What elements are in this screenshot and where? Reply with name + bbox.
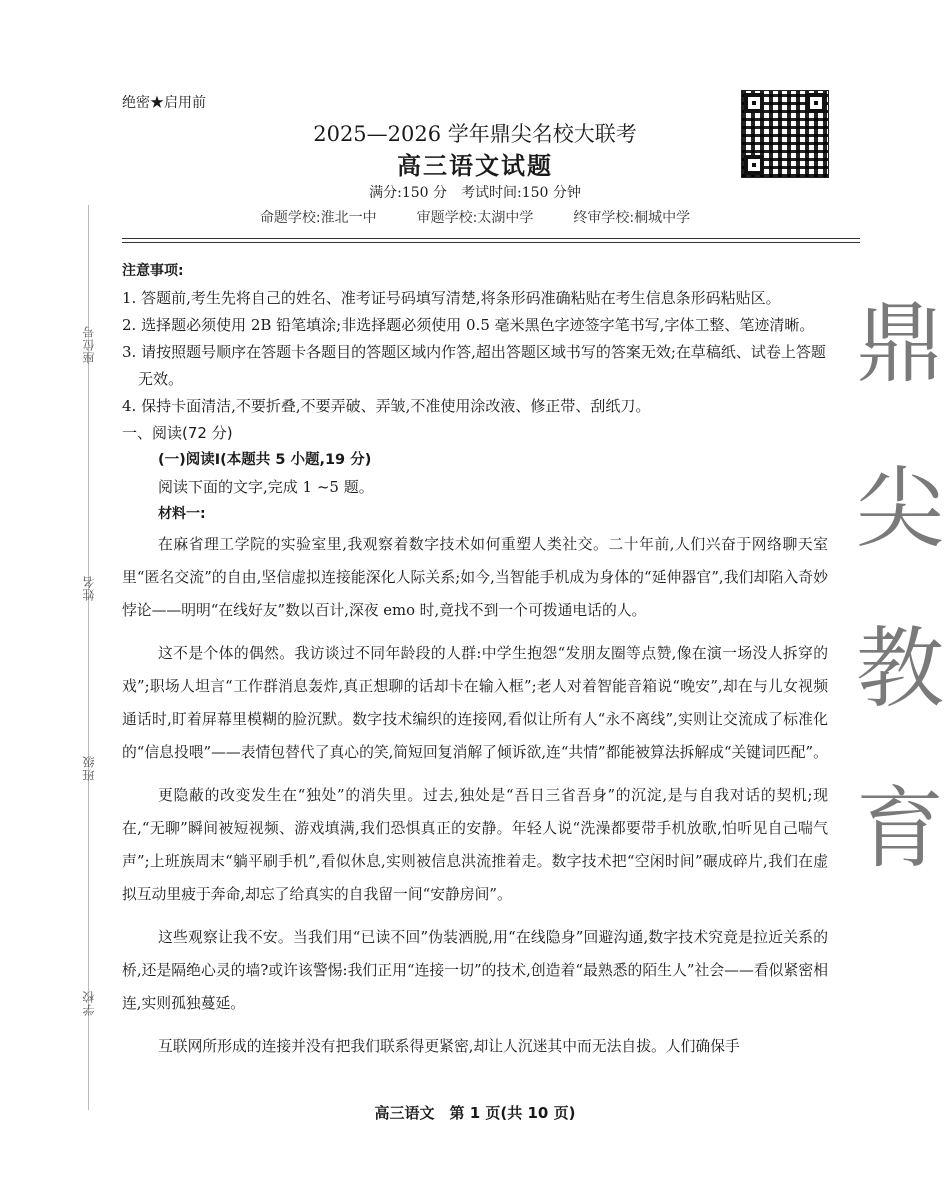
material-label: 材料一:: [158, 506, 206, 522]
passage-paragraph: 这不是个体的偶然。我访谈过不同年龄段的人群:中学生抱怨“发朋友圈等点赞,像在演一场没人拆穿的戏”;职场人坦言“工作群消息轰炸,真正想聊的话却卡在输入框”;老人对着智能音箱说“晚安”,却在与儿女视频通话时,盯着屏幕里模糊的脸沉默。数字技术编织的连接网,看似让所有人“永不离线”,实则让交流成了标准化的“信息投喂”——表情包替代了真心的笑,简短回复消解了倾诉欲,连“共情”都能被算法拆解成“关键词匹配”。: [122, 645, 828, 761]
score-and-time: 满分:150 分 考试时间:150 分钟: [369, 185, 581, 201]
notice-item: 3. 请按照题号顺序在答题卡各题目的答题区域内作答,超出答题区域书写的答案无效;在草稿纸、试卷上答题无效。: [122, 343, 826, 388]
seat-number-label: 座位号: [82, 325, 96, 364]
header-rule: [122, 242, 860, 243]
final-review-school: 终审学校:桐城中学: [573, 210, 691, 226]
notice-item: 1. 答题前,考生先将自己的姓名、准考证号码填写清楚,将条形码准确粘贴在考生信息条形码粘贴区。: [122, 289, 781, 307]
section-title: 一、阅读(72 分): [122, 424, 233, 442]
passage-paragraph: 在麻省理工学院的实验室里,我观察着数字技术如何重塑人类社交。二十年前,人们兴奋于网络聊天室里“匿名交流”的自由,坚信虚拟连接能深化人际关系;如今,当智能手机成为身体的“延伸器官”,我们却陷入奇妙悖论——明明“在线好友”数以百计,深夜 emo 时,竟找不到一个可拨通电话的人。: [122, 536, 828, 619]
notice-item: 4. 保持卡面清洁,不要折叠,不要弄破、弄皱,不准使用涂改液、修正带、刮纸刀。: [122, 397, 651, 415]
reading-instruction: 阅读下面的文字,完成 1 ~5 题。: [158, 478, 374, 496]
header-rule: [122, 238, 860, 239]
notice-title: 注意事项:: [122, 263, 184, 279]
paper-title: 高三语文试题: [397, 151, 553, 180]
name-label: 姓名: [82, 575, 96, 601]
passage-paragraph: 这些观察让我不安。当我们用“已读不回”伪装洒脱,用“在线隐身”回避沟通,数字技术究竟是拉近关系的桥,还是隔绝心灵的墙?或许该警惕:我们正用“连接一切”的技术,创造着“最熟悉的陌生人”社会——看似紧密相连,实则孤独蔓延。: [122, 929, 828, 1012]
subsection-title: (一)阅读Ⅰ(本题共 5 小题,19 分): [158, 452, 372, 468]
confidential-mark: 绝密★启用前: [122, 95, 206, 111]
watermark-char: 教: [855, 617, 944, 720]
watermark-char: 鼎: [855, 292, 944, 395]
notice-item: 2. 选择题必须使用 2B 铅笔填涂;非选择题必须使用 0.5 毫米黑色字迹签字笔书写,字体工整、笔迹清晰。: [122, 316, 815, 334]
reviewing-school: 审题学校:太湖中学: [416, 210, 534, 226]
page-footer: 高三语文 第 1 页(共 10 页): [374, 1104, 576, 1122]
watermark-char: 尖: [855, 457, 944, 560]
watermark-char: 育: [855, 777, 944, 880]
exam-body: [122, 258, 828, 1073]
school-label: 学校: [82, 990, 96, 1016]
passage-paragraph: 互联网所形成的连接并没有把我们联系得更紧密,却让人沉迷其中而无法自拔。人们确保手: [158, 1038, 740, 1055]
proposing-school: 命题学校:淮北一中: [259, 210, 377, 226]
qr-code-icon: [741, 90, 829, 178]
school-credits: [0, 207, 950, 227]
passage-paragraph: 更隐蔽的改变发生在“独处”的消失里。过去,独处是“吾日三省吾身”的沉淀,是与自我对话的契机;现在,“无聊”瞬间被短视频、游戏填满,我们恐惧真正的安静。年轻人说“洗澡都要带手机放歌,怕听见自己喘气声”;上班族周末“躺平刷手机”,看似休息,实则被信息洪流推着走。数字技术把“空闲时间”碾成碎片,我们在虚拟互动里疲于奔命,却忘了给真实的自我留一间“安静房间”。: [122, 787, 828, 903]
exam-title: 2025—2026 学年鼎尖名校大联考: [313, 122, 637, 146]
class-label: 班级: [82, 755, 96, 781]
